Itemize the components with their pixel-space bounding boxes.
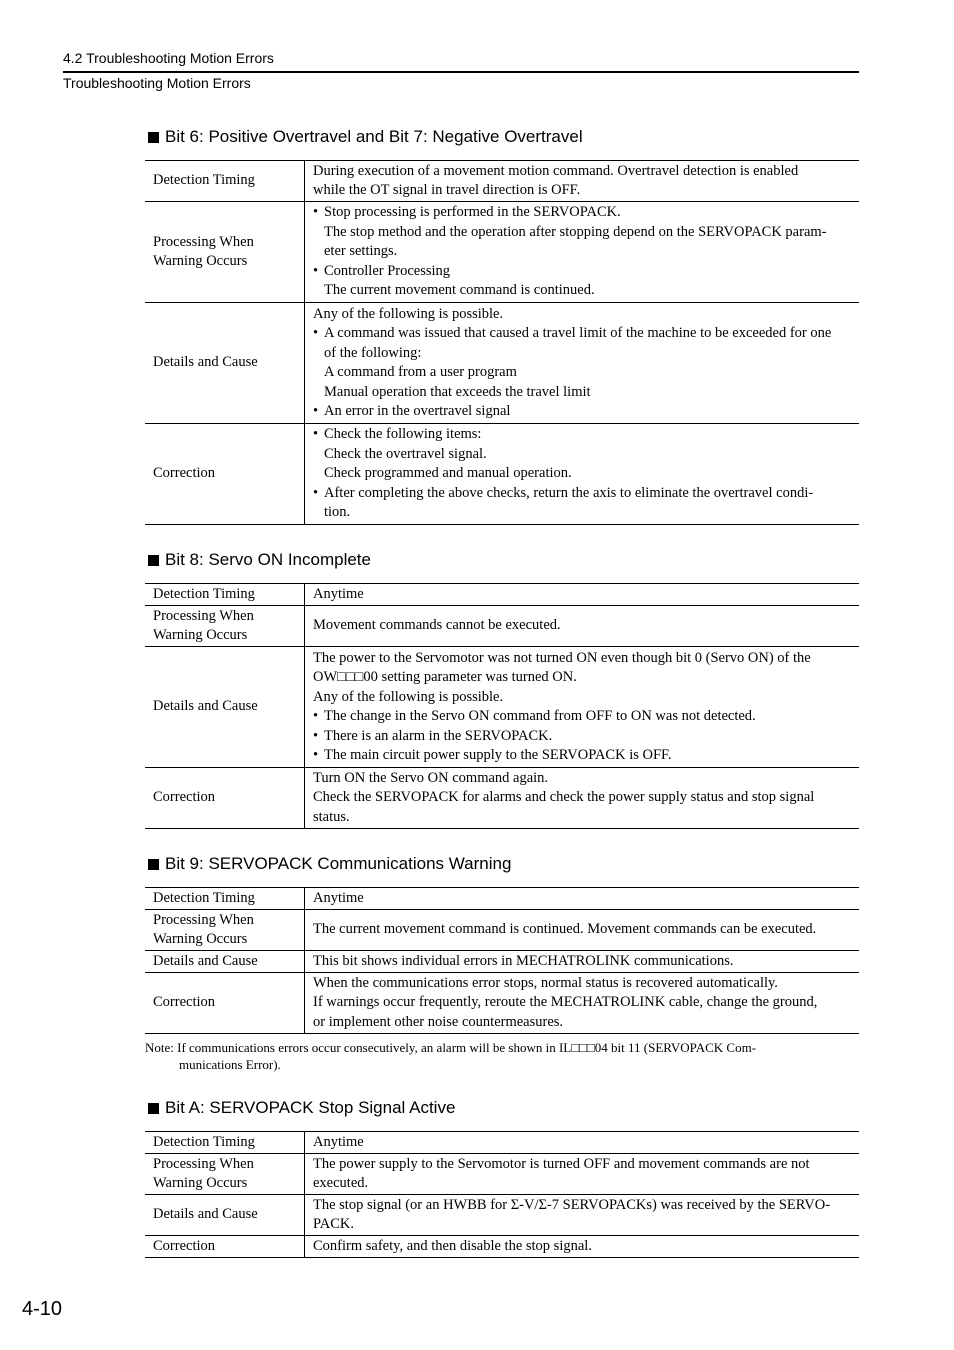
header-rule — [63, 71, 859, 73]
note: Note: If communications errors occur consecutively, an alarm will be shown in IL□□□04 bit 11 (SERVOPACK Com- munications Error). — [145, 1040, 757, 1072]
row-detection — [145, 584, 859, 606]
value-details: This bit shows individual errors in MECHATROLINK communications. — [313, 952, 734, 969]
value-processing: Movement commands cannot be executed. — [313, 617, 561, 634]
row-processing — [145, 910, 859, 951]
label-details: Details and Cause — [145, 1195, 305, 1236]
warning-table — [145, 887, 859, 1034]
label-processing: Processing When Warning Occurs — [145, 910, 305, 951]
label-detection: Detection Timing — [145, 1132, 305, 1154]
row-processing — [145, 202, 859, 303]
label-correction: Correction — [145, 1236, 305, 1258]
square-bullet-icon — [148, 132, 159, 143]
label-processing: Processing When Warning Occurs — [145, 606, 305, 647]
row-detection — [145, 161, 859, 202]
label-detection: Detection Timing — [145, 161, 305, 202]
value-detection: Anytime — [313, 889, 364, 906]
value-detection: Anytime — [313, 1133, 364, 1150]
value-correction: Turn ON the Servo ON command again. Check the SERVOPACK for alarms and check the power supply status and stop signal status. — [313, 769, 815, 825]
row-details — [145, 1195, 859, 1236]
row-detection — [145, 888, 859, 910]
breadcrumb: 4.2 Troubleshooting Motion Errors — [63, 50, 274, 66]
label-details: Details and Cause — [145, 303, 305, 424]
warning-table — [145, 583, 859, 829]
value-processing: • Stop processing is performed in the SERVOPACK. The stop method and the operation after stopping depend on the SERVOPACK param- eter settings. • Controller Processing The current movement command is continued. — [313, 204, 827, 299]
section-heading: Bit 6: Positive Overtravel and Bit 7: Negative Overtravel — [145, 126, 859, 148]
section-bit8 — [145, 549, 859, 829]
value-details: The power to the Servomotor was not turned ON even though bit 0 (Servo ON) of the OW□□□00 setting parameter was turned ON. Any of the following is possible. • The change in the Servo ON command from OFF to ON was not detected. • There is an alarm in the SERVOPACK. • The main circuit power supply to the SERVOPACK is OFF. — [313, 649, 811, 763]
label-correction: Correction — [145, 424, 305, 525]
label-correction: Correction — [145, 768, 305, 829]
value-processing: The current movement command is continued. Movement commands can be executed. — [313, 921, 817, 938]
row-correction — [145, 973, 859, 1034]
square-bullet-icon — [148, 1103, 159, 1114]
value-details: Any of the following is possible. • A command was issued that caused a travel limit of the machine to be exceeded for one of the following: A command from a user program Manual operation that exceeds the travel limit • An error in the overtravel signal — [313, 305, 832, 419]
row-processing — [145, 606, 859, 647]
value-detection: Anytime — [313, 585, 364, 602]
label-correction: Correction — [145, 973, 305, 1034]
row-detection — [145, 1132, 859, 1154]
value-correction: Confirm safety, and then disable the stop signal. — [313, 1237, 592, 1254]
value-correction: When the communications error stops, normal status is recovered automatically. If warnings occur frequently, reroute the MECHATROLINK cable, change the ground, or implement other noise countermeasures. — [313, 974, 818, 1030]
value-correction: • Check the following items: Check the overtravel signal. Check programmed and manual operation. • After completing the above checks, return the axis to eliminate the overtravel condi- tion. — [313, 426, 814, 521]
value-processing: The power supply to the Servomotor is turned OFF and movement commands are not executed. — [313, 1155, 810, 1191]
value-detection: During execution of a movement motion command. Overtravel detection is enabled while the OT signal in travel direction is OFF. — [313, 162, 799, 198]
square-bullet-icon — [148, 555, 159, 566]
row-details — [145, 647, 859, 768]
row-details — [145, 303, 859, 424]
label-details: Details and Cause — [145, 951, 305, 973]
section-bit9 — [145, 853, 859, 1034]
warning-table — [145, 160, 859, 525]
section-bitA — [145, 1097, 859, 1258]
row-correction — [145, 424, 859, 525]
row-processing — [145, 1154, 859, 1195]
label-detection: Detection Timing — [145, 584, 305, 606]
section-heading: Bit 8: Servo ON Incomplete — [145, 549, 859, 571]
label-processing: Processing When Warning Occurs — [145, 1154, 305, 1195]
warning-table — [145, 1131, 859, 1258]
label-details: Details and Cause — [145, 647, 305, 768]
label-detection: Detection Timing — [145, 888, 305, 910]
page-number: 4-10 — [22, 1298, 63, 1320]
running-subtitle: Troubleshooting Motion Errors — [63, 75, 251, 91]
section-heading: Bit A: SERVOPACK Stop Signal Active — [145, 1097, 859, 1119]
section-heading: Bit 9: SERVOPACK Communications Warning — [145, 853, 859, 875]
section-bit6-bit7 — [145, 126, 859, 525]
value-details: The stop signal (or an HWBB for Σ-V/Σ-7 SERVOPACKs) was received by the SERVO- PACK. — [313, 1196, 831, 1232]
square-bullet-icon — [148, 859, 159, 870]
row-details — [145, 951, 859, 973]
row-correction — [145, 1236, 859, 1258]
row-correction — [145, 768, 859, 829]
label-processing: Processing When Warning Occurs — [145, 202, 305, 303]
